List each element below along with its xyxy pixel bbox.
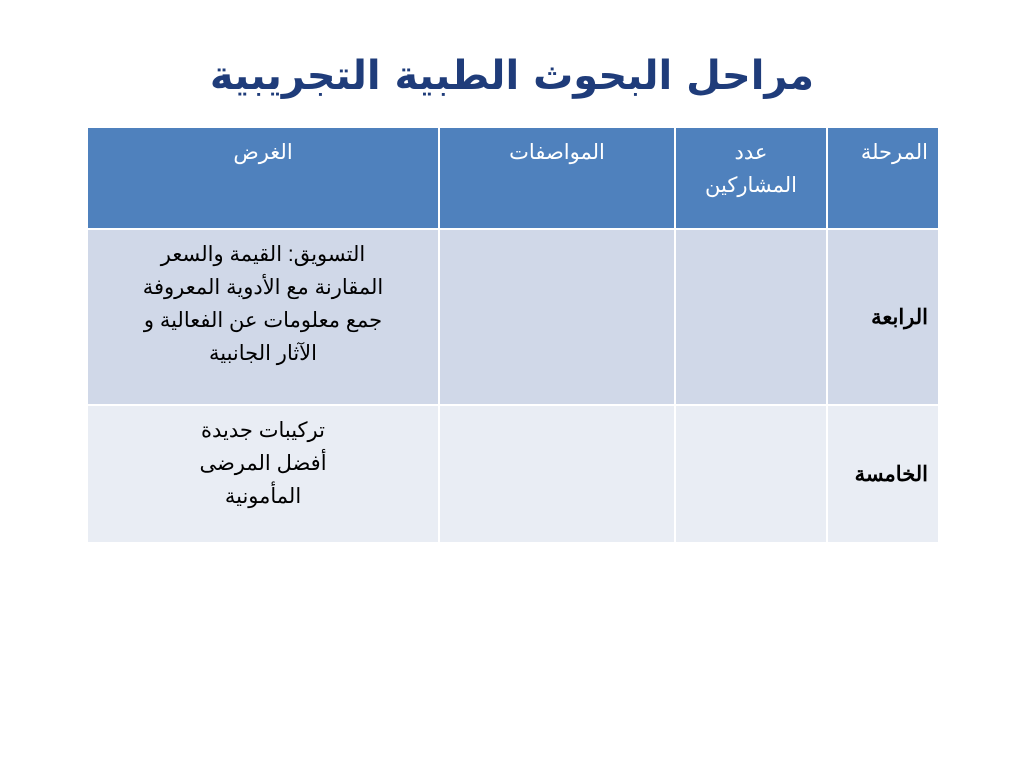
header-purpose: الغرض [87, 127, 439, 229]
purpose-line: تركيبات جديدة [201, 419, 325, 442]
participants-cell [675, 229, 827, 405]
header-participants [675, 127, 827, 229]
phases-table [86, 126, 940, 544]
purpose-line: جمع معلومات عن الفعالية و [143, 309, 383, 332]
purpose-cell [87, 405, 439, 543]
header-participants-line-2: المشاركين [705, 174, 797, 197]
purpose-line: التسويق: القيمة والسعر [160, 243, 366, 266]
specs-cell [439, 405, 675, 543]
stage-cell: الرابعة [827, 229, 939, 405]
purpose-cell [87, 229, 439, 405]
purpose-line: المقارنة مع الأدوية المعروفة [142, 276, 384, 299]
purpose-line: الآثار الجانبية [209, 342, 317, 365]
specs-cell [439, 229, 675, 405]
table-header-row [87, 127, 939, 229]
table-row [87, 405, 939, 543]
header-stage: المرحلة [827, 127, 939, 229]
stage-cell: الخامسة [827, 405, 939, 543]
participants-cell [675, 405, 827, 543]
slide-title: مراحل البحوث الطبية التجريبية [209, 53, 815, 99]
header-specs: المواصفات [439, 127, 675, 229]
header-participants-line-1: عدد [734, 141, 768, 164]
table-row [87, 229, 939, 405]
purpose-line: أفضل المرضى [199, 452, 327, 475]
purpose-line: المأمونية [224, 485, 302, 508]
